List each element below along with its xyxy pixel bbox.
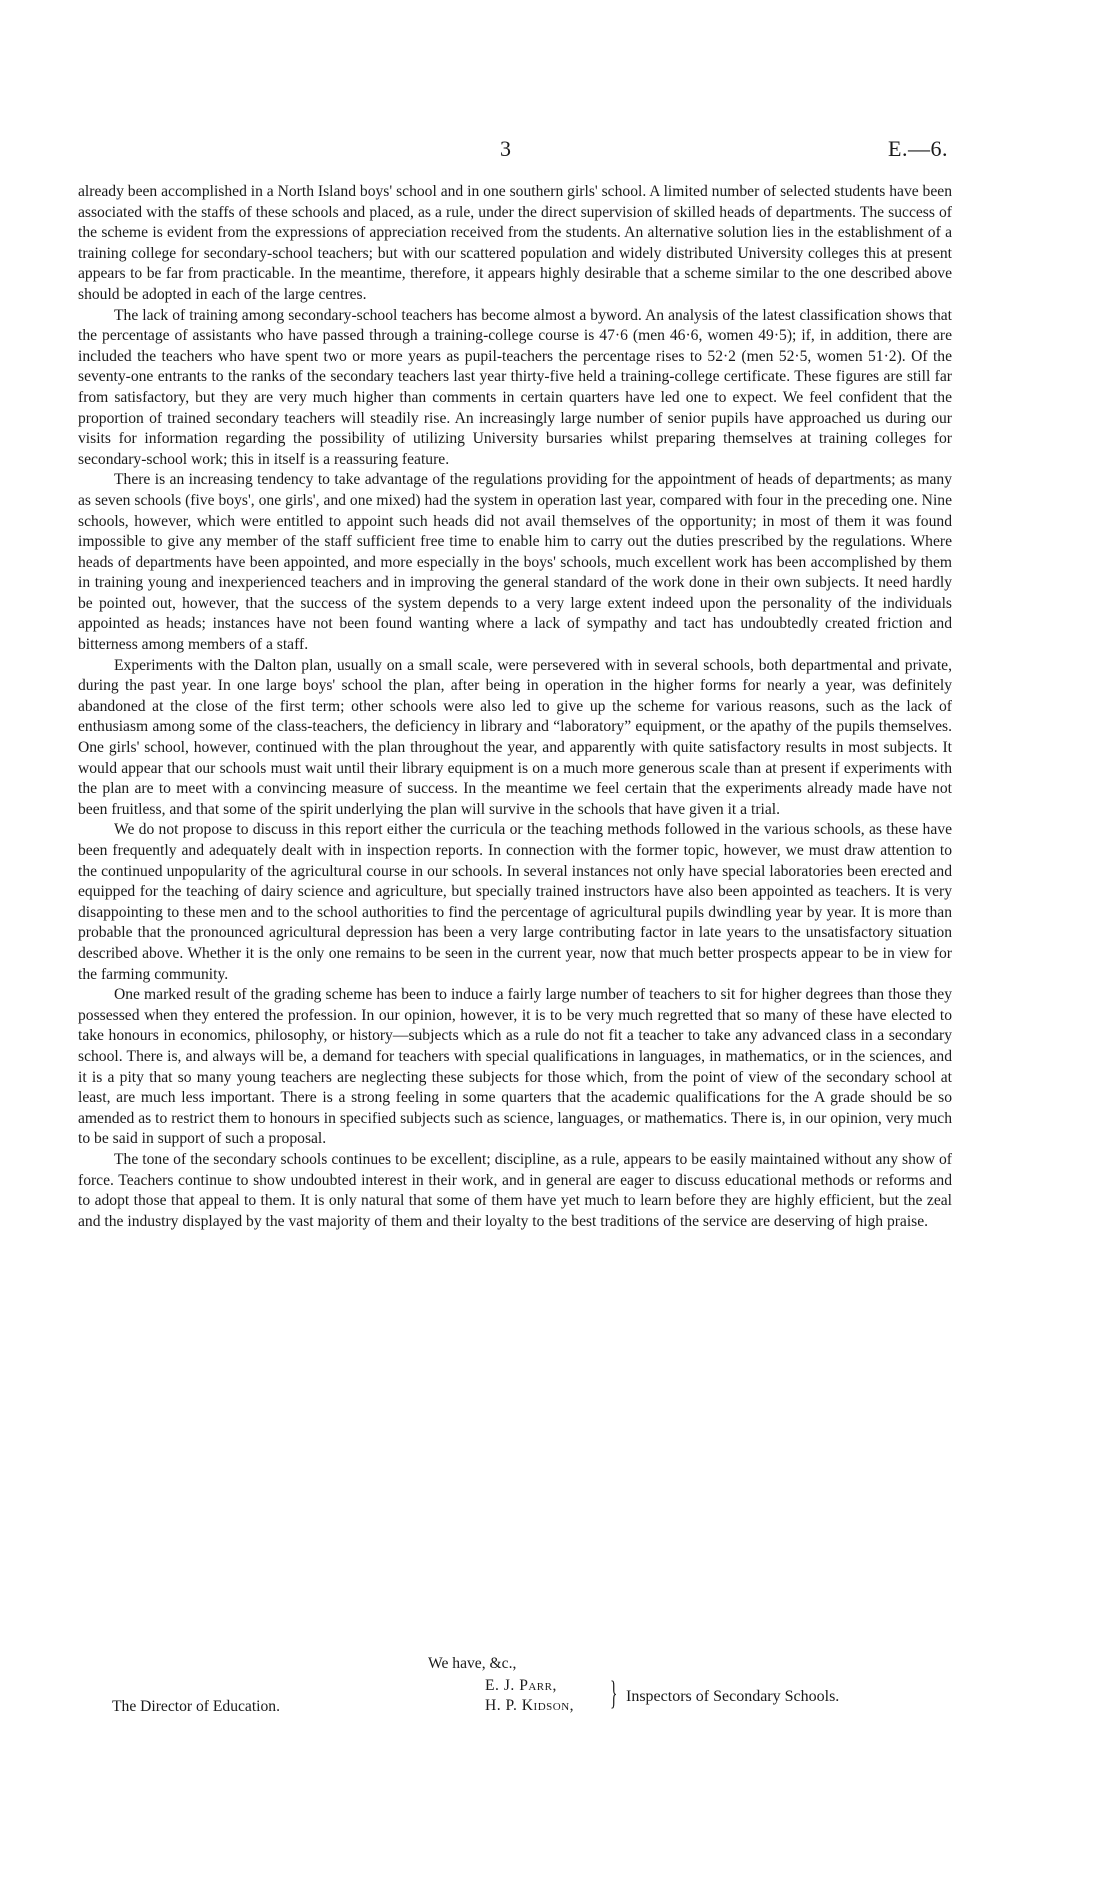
page-header xyxy=(0,136,1114,166)
paragraph-continuation: already been accomplished in a North Island boys' school and in one southern girls' school. A limited number of selected students have been associated with the staffs of these schools and placed, as a rule, under the direct supervision of skilled heads of departments. The success of the scheme is evident from the expressions of appreciation received from the students. An alternative solution lies in the establishment of a training college for secondary-school teachers; but with our scattered population and widely distributed University colleges this at present appears to be far from practicable. In the meantime, therefore, it appears highly desirable that a scheme similar to the one described above should be adopted in each of the large centres. xyxy=(78,183,952,303)
brace-mark: } xyxy=(610,1675,618,1712)
signatory-role: Inspectors of Secondary Schools. xyxy=(626,1688,840,1705)
paragraph-heads-of-departments: There is an increasing tendency to take advantage of the regulations providing for the appointment of heads of departments; as many as seven schools (five boys', one girls', and one mixed) had the system in operation last year, compared with four in the preceding one. Nine schools, however, which were entitled to appoint such heads did not avail themselves of the opportunity; in most of them it was found impossible to give any member of the staff sufficient free time to enable him to carry out the duties prescribed by the regulations. Where heads of departments have been appointed, and more especially in the boys' schools, much excellent work has been accomplished by them in training young and inexperienced teachers and in improving the general standard of the work done in their own subjects. It need hardly be pointed out, however, that the success of the system depends to a very large extent indeed upon the personality of the individuals appointed as heads; instances have not been found wanting where a lack of sympathy and tact has undoubtedly created friction and bitterness among members of a staff. xyxy=(78,471,952,654)
paragraph-curricula: We do not propose to discuss in this report either the curricula or the teaching methods followed in the various schools, as these have been frequently and adequately dealt with in inspection reports. In connection with the former topic, however, we must draw attention to the continued unpopularity of the agricultural course in our schools. In several instances not only have special laboratories been erected and equipped for the teaching of dairy science and agriculture, but specially trained instructors have also been appointed as teachers. It is very disappointing to these men and to the school authorities to find the percentage of agricultural pupils dwindling year by year. It is more than probable that the pronounced agricultural depression has been a very large contributing factor in late years to the unsatisfactory situation described above. Whether it is the only one remains to be seen in the current year, now that much better prospects appear to be in view for the farming community. xyxy=(78,821,952,983)
paragraph-training: The lack of training among secondary-school teachers has become almost a byword. An analysis of the latest classification shows that the percentage of assistants who have passed through a training-college course is 47·6 (men 46·6, women 49·5); if, in addition, there are included the teachers who have spent two or more years as pupil-teachers the percentage rises to 52·2 (men 52·5, women 51·2). Of the seventy-one entrants to the ranks of the secondary teachers last year thirty-five held a training-college certificate. These figures are still far from satisfactory, but they are very much higher than comments in certain quarters have led one to expect. We feel confident that the proportion of trained secondary teachers will steadily rise. An increasingly large number of senior pupils have approached us during our visits for information regarding the possibility of utilizing University bursaries whilst preparing themselves at training colleges for secondary-school work; this in itself is a reassuring feature. xyxy=(78,306,952,468)
signatory-kidson: H. P. Kidson, xyxy=(485,1697,575,1714)
paragraph-tone: The tone of the secondary schools continues to be excellent; discipline, as a rule, appears to be easily maintained without any show of force. Teachers continue to show undoubted interest in their work, and in general are eager to discuss educational methods or reforms and to adopt those that appeal to them. It is only natural that some of them have yet much to learn before they are highly efficient, but the zeal and the industry displayed by the vast majority of them and their loyalty to the best traditions of the service are deserving of high praise. xyxy=(78,1150,952,1230)
paragraph-dalton-plan: Experiments with the Dalton plan, usually on a small scale, were persevered with in several schools, both departmental and private, during the past year. In one large boys' school the plan, after being in operation in the higher forms for nearly a year, was definitely abandoned at the close of the first term; other schools were also led to give up the scheme for various reasons, such as the lack of enthusiasm among some of the class-teachers, the deficiency in library and “laboratory” equipment, or the apathy of the pupils themselves. One girls' school, however, continued with the plan throughout the year, and apparently with quite satisfactory results in most subjects. It would appear that our schools must wait until their library equipment is on a much more generous scale than at present if experiments with the plan are to meet with a convincing measure of success. In the meantime we feel certain that the experiments already made have not been fruitless, and that some of the spirit underlying the plan will survive in the schools that have given it a trial. xyxy=(78,656,952,818)
paragraph-grading-scheme: One marked result of the grading scheme has been to induce a fairly large number of teachers to sit for higher degrees than those they possessed when they entered the profession. In our opinion, however, it is to be very much regretted that so many of these have elected to take honours in economics, philosophy, or history—subjects which as a rule do not fit a teacher to take any advanced class in a secondary school. There is, and always will be, a demand for teachers with special qualifications in languages, in mathematics, or in the sciences, and it is a pity that so many young teachers are neglecting these subjects for those which, from the point of view of the secondary school at least, are much less important. There is a strong feeling in some quarters that the academic qualifications for the A grade should be so amended as to restrict them to honours in specified subjects such as science, languages, or mathematics. There is, in our opinion, very much to be said in support of such a proposal. xyxy=(78,986,952,1148)
addressee: The Director of Education. xyxy=(112,1698,280,1715)
report-body xyxy=(78,182,952,1232)
page-number: 3 xyxy=(500,136,511,161)
signature-block xyxy=(485,1676,574,1716)
closing-salutation: We have, &c., xyxy=(428,1655,517,1672)
signatory-parr: E. J. Parr, xyxy=(485,1677,557,1694)
document-reference: E.—6. xyxy=(888,136,948,161)
